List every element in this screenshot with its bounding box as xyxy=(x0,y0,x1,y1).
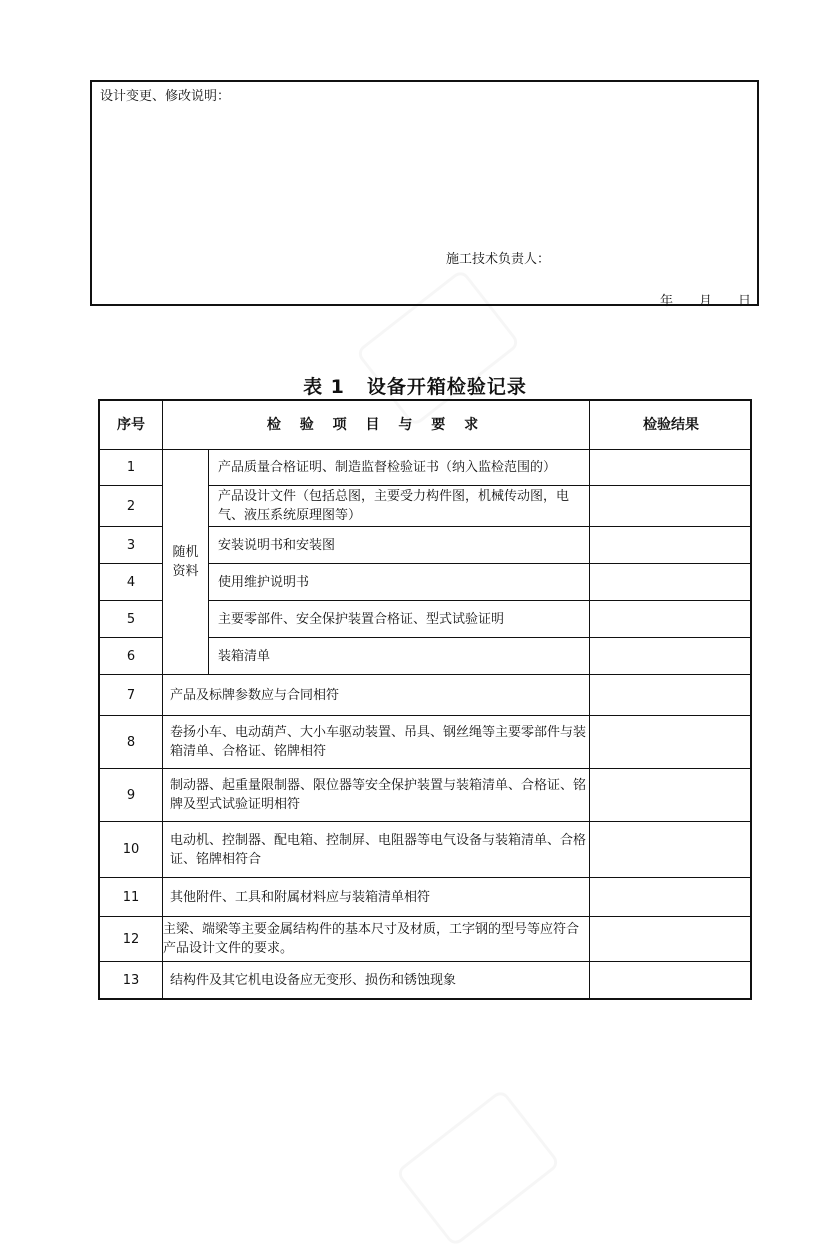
inspection-table xyxy=(98,399,752,1000)
row-text: 装箱清单 xyxy=(218,648,271,664)
grid-line xyxy=(100,674,750,675)
watermark-mark xyxy=(395,1088,561,1247)
row-no: 12 xyxy=(122,931,140,947)
grid-line xyxy=(208,600,750,601)
row-text: 主要零部件、安全保护装置合格证、型式试验证明 xyxy=(218,611,505,627)
row-result xyxy=(590,878,752,916)
grid-line xyxy=(100,449,750,450)
category-line-2: 资料 xyxy=(172,564,199,579)
row-no: 10 xyxy=(122,842,140,857)
grid-line xyxy=(100,821,750,822)
row-text: 使用维护说明书 xyxy=(218,574,310,590)
row-result xyxy=(590,675,752,715)
category-line-1: 随机 xyxy=(172,545,199,560)
row-text: 产品质量合格证明、制造监督检验证书（纳入监检范围的） xyxy=(218,460,557,475)
row-no: 11 xyxy=(122,889,140,905)
grid-line xyxy=(208,637,750,638)
row-text: 产品设计文件（包括总图，主要受力构件图，机械传动图，电气、液压系统原理图等） xyxy=(218,489,570,523)
row-no: 9 xyxy=(126,787,136,803)
row-result xyxy=(590,486,752,526)
row-result xyxy=(590,601,752,637)
row-no: 8 xyxy=(126,734,136,750)
row-text: 产品及标牌参数应与合同相符 xyxy=(170,687,340,703)
grid-line xyxy=(100,877,750,878)
change-note-box xyxy=(90,80,759,309)
change-note-title: 设计变更、修改说明： xyxy=(100,89,231,104)
date-day: 日 xyxy=(737,294,751,309)
header-item: 检 验 项 目 与 要 求 xyxy=(266,416,486,433)
row-result xyxy=(590,450,752,485)
grid-line xyxy=(100,637,163,638)
grid-line xyxy=(100,485,163,486)
header-result: 检验结果 xyxy=(643,416,699,433)
date-year: 年 xyxy=(659,294,673,309)
row-result xyxy=(590,564,752,600)
row-result xyxy=(590,962,752,998)
row-no: 2 xyxy=(126,498,136,514)
grid-line xyxy=(100,916,750,917)
grid-line xyxy=(162,401,163,998)
row-result xyxy=(590,638,752,674)
row-text: 其他附件、工具和附属材料应与装箱清单相符 xyxy=(170,889,431,905)
row-no: 6 xyxy=(126,648,136,664)
grid-line xyxy=(100,526,163,527)
grid-line xyxy=(100,768,750,769)
grid-line xyxy=(208,485,750,486)
row-no: 13 xyxy=(122,972,140,988)
row-result xyxy=(590,769,752,821)
row-no: 3 xyxy=(126,537,136,553)
date-line xyxy=(660,290,751,309)
table-title-text: 设备开箱检验记录 xyxy=(366,376,527,398)
row-no: 7 xyxy=(126,687,136,703)
grid-line xyxy=(208,563,750,564)
header-no: 序号 xyxy=(117,416,145,433)
row-no: 4 xyxy=(126,574,136,590)
row-text: 结构件及其它机电设备应无变形、损伤和锈蚀现象 xyxy=(170,972,457,988)
table-title xyxy=(0,372,830,399)
grid-line xyxy=(100,961,750,962)
row-result xyxy=(590,917,752,961)
grid-line xyxy=(100,563,163,564)
row-result xyxy=(590,716,752,768)
row-result xyxy=(590,822,752,877)
grid-line xyxy=(100,715,750,716)
row-no: 1 xyxy=(126,460,136,475)
signature-label: 施工技术负责人： xyxy=(446,252,551,267)
row-no: 5 xyxy=(126,611,136,627)
grid-line xyxy=(208,449,209,674)
grid-line xyxy=(208,526,750,527)
date-month: 月 xyxy=(698,294,712,309)
grid-line xyxy=(589,401,590,998)
category-cell xyxy=(163,450,208,674)
row-text: 主梁、端梁等主要金属结构件的基本尺寸及材质，工字钢的型号等应符合产品设计文件的要求。 xyxy=(163,922,580,956)
row-text: 卷扬小车、电动葫芦、大小车驱动装置、吊具、钢丝绳等主要零部件与装箱清单、合格证、铭牌相符 xyxy=(170,725,587,759)
table-title-number: 表 1 xyxy=(303,376,345,398)
row-text: 安装说明书和安装图 xyxy=(218,537,336,553)
row-result xyxy=(590,527,752,563)
grid-line xyxy=(100,600,163,601)
row-text: 电动机、控制器、配电箱、控制屏、电阻器等电气设备与装箱清单、合格证、铭牌相符合 xyxy=(170,832,587,867)
row-text: 制动器、起重量限制器、限位器等安全保护装置与装箱清单、合格证、铭牌及型式试验证明相符 xyxy=(170,778,587,812)
